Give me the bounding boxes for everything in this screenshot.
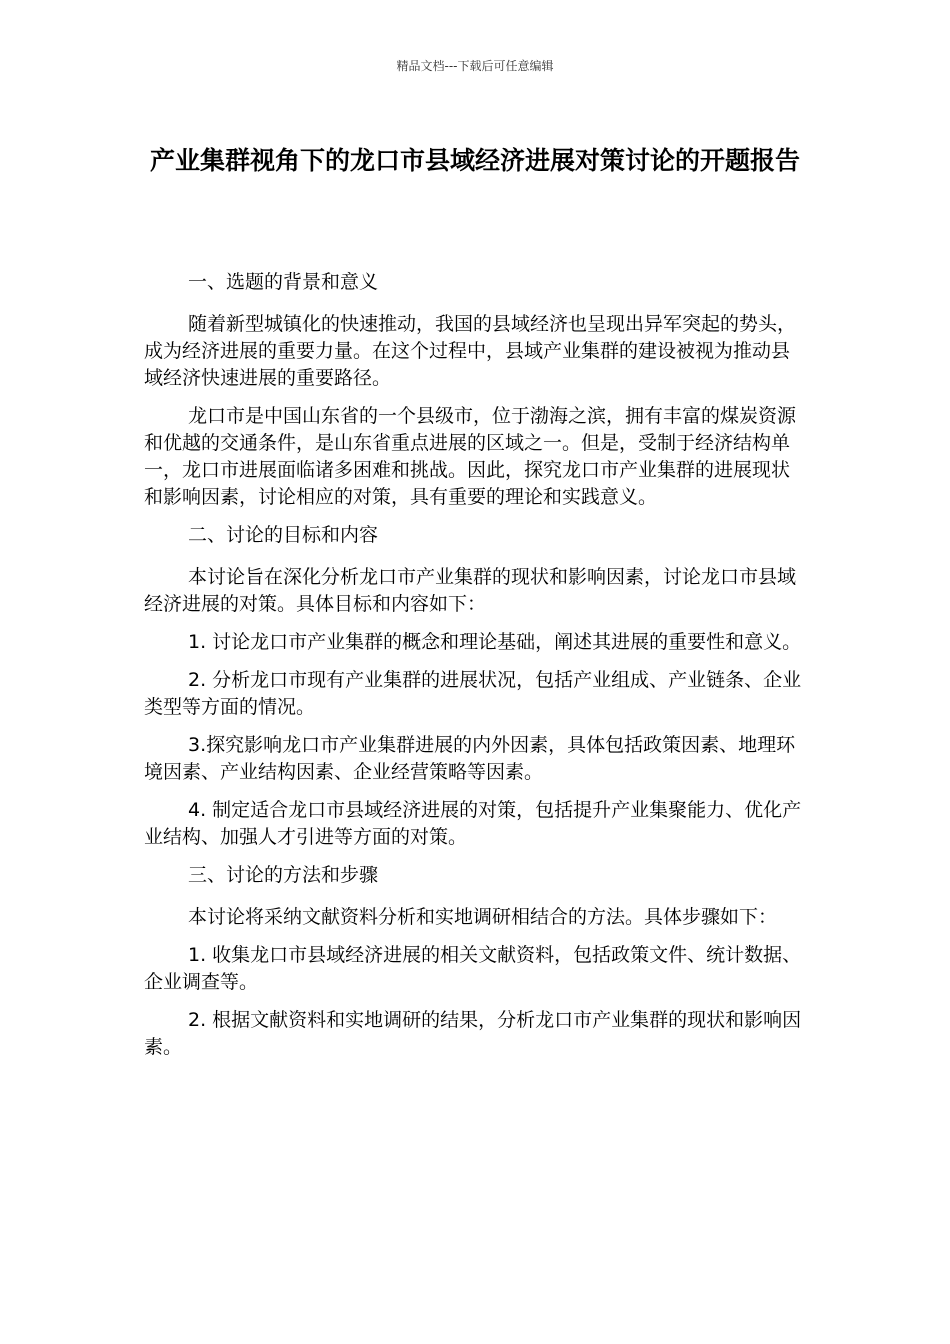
paragraph: 龙口市是中国山东省的一个县级市，位于渤海之滨，拥有丰富的煤炭资源和优越的交通条件，是山东省重点进展的区域之一。但是，受制于经济结构单一，龙口市进展面临诸多困难和挑战。因此，探究龙口市产业集群的进展现状和影响因素，讨论相应的对策，具有重要的理论和实践意义。 bbox=[144, 405, 797, 508]
list-item: 2. 根据文献资料和实地调研的结果，分析龙口市产业集群的现状和影响因素。 bbox=[144, 1009, 802, 1058]
section-heading-methods: 三、讨论的方法和步骤 bbox=[188, 864, 379, 886]
document-title: 产业集群视角下的龙口市县域经济进展对策讨论的开题报告 bbox=[149, 146, 800, 175]
paragraph: 随着新型城镇化的快速推动，我国的县域经济也呈现出异军突起的势头，成为经济进展的重要力量。在这个过程中，县域产业集群的建设被视为推动县域经济快速进展的重要路径。 bbox=[144, 313, 797, 389]
document-body bbox=[144, 269, 804, 1072]
paragraph: 本讨论将采纳文献资料分析和实地调研相结合的方法。具体步骤如下： bbox=[188, 906, 778, 928]
list-item: 4. 制定适合龙口市县域经济进展的对策，包括提升产业集聚能力、优化产业结构、加强人才引进等方面的对策。 bbox=[144, 799, 802, 848]
section-heading-goals: 二、讨论的目标和内容 bbox=[188, 524, 379, 546]
list-item: 2. 分析龙口市现有产业集群的进展状况，包括产业组成、产业链条、企业类型等方面的情况。 bbox=[144, 669, 802, 718]
paragraph: 本讨论旨在深化分析龙口市产业集群的现状和影响因素，讨论龙口市县域经济进展的对策。具体目标和内容如下： bbox=[144, 566, 797, 615]
list-item: 1. 讨论龙口市产业集群的概念和理论基础，阐述其进展的重要性和意义。 bbox=[188, 631, 802, 653]
section-heading-background: 一、选题的背景和意义 bbox=[188, 271, 379, 293]
list-item: 3.探究影响龙口市产业集群进展的内外因素，具体包括政策因素、地理环境因素、产业结构因素、企业经营策略等因素。 bbox=[144, 734, 796, 783]
list-item: 1. 收集龙口市县域经济进展的相关文献资料，包括政策文件、统计数据、企业调查等。 bbox=[144, 944, 802, 993]
page-header-watermark: 精品文档---下载后可任意编辑 bbox=[396, 59, 554, 73]
